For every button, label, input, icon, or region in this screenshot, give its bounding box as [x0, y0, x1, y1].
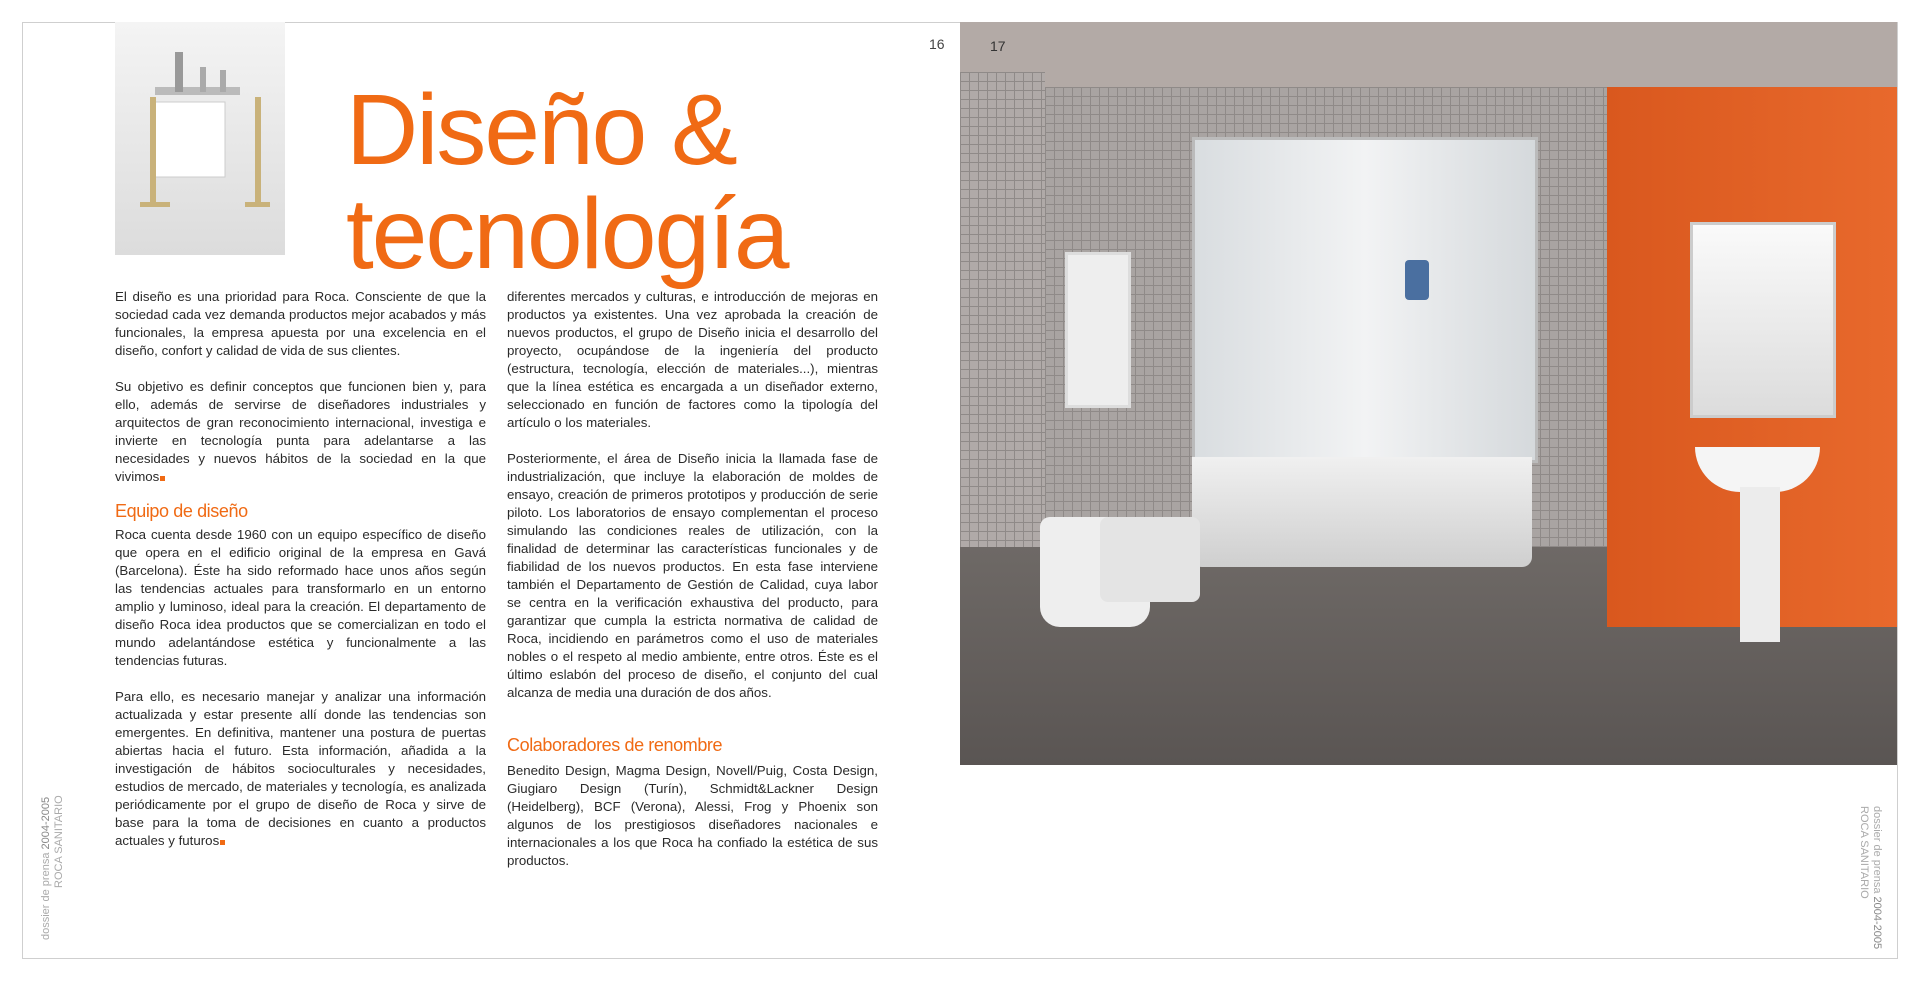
- bidet: [1100, 517, 1200, 602]
- footer-year: 2004-2005: [40, 796, 52, 850]
- right-column: [507, 288, 878, 870]
- bathtub: [1192, 457, 1532, 567]
- faucet-product-image: [115, 22, 285, 255]
- paragraph: Roca cuenta desde 1960 con un equipo específico de diseño que opera en el edificio original de la empresa en Gavá (Barcelona). Éste ha sido reformado hace unos años según las tendencias actuales para transformarlo en un entorno amplio y luminoso, ideal para la creación. El departamento de diseño Roca idea productos que se comercializan en todo el mundo adelantándose estética y funcionalmente a las tendencias futuras.: [115, 527, 486, 668]
- paragraph: diferentes mercados y culturas, e introducción de mejoras en productos ya existentes. Una vez aprobada la creación de nuevos productos, el grupo de Diseño inicia el desarrollo del proyecto, ocupándose de la ingeniería del producto (estructura, tecnología, elección de materiales...), mientras que la línea estética es encargada a un diseñador externo, seleccionado en función de factores como la tipología del artículo o los materiales.: [507, 289, 878, 430]
- footer-label: dossier de prensa: [1871, 806, 1883, 894]
- bathroom-photo: [960, 22, 1897, 765]
- section-heading: Equipo de diseño: [115, 501, 248, 521]
- footer-right: [1857, 806, 1883, 949]
- paragraph: Posteriormente, el área de Diseño inicia la llamada fase de industrialización, que incluye la elaboración de moldes de ensayo, creación de primeros prototipos y producción de serie piloto. Los laboratorios de ensayo complementan el proceso simulando las condiciones reales de utilización, con la finalidad de determinar las características funcionales y de fiabilidad de los nuevos productos. En esta fase interviene también el Departamento de Gestión de Calidad, cuya labor se centra en la verificación exhaustiva del producto, para garantizar que cumpla la estricta normativa de calidad de Roca, incidiendo en parámetros como el uso de materiales nobles o el respeto al medio ambiente, entre otros. Éste es el último eslabón del proceso de diseño, el conjunto del cual alcanza de media una duración de dos años.: [507, 451, 878, 700]
- end-mark: [160, 476, 165, 481]
- paragraph: El diseño es una prioridad para Roca. Consciente de que la sociedad cada vez demanda productos mejor acabados y más funcionales, la empresa apuesta por una excelencia en el diseño, confort y calidad de vida de sus clientes.: [115, 289, 486, 358]
- footer-label: dossier de prensa: [40, 852, 52, 940]
- paragraph-text: Para ello, es necesario manejar y analizar una información actualizada y estar presente allí donde las tendencias son emergentes. En definitiva, mantener una postura de puertas abiertas hacia el futuro. Esta información, añadida a la investigación de hábitos socioculturales y necesidades, estudios de mercado, de materiales y tecnología, es analizada periódicamente por el grupo de diseño de Roca y sirve de base para la toma de decisiones en cuanto a productos actuales y futuros: [115, 689, 486, 848]
- paragraph-text: Su objetivo es definir conceptos que funcionen bien y, para ello, además de servirse de diseñadores industriales y arquitectos de gran reconocimiento internacional, investiga e invierte en tecnología punta para adelantarse a las necesidades y nuevos hábitos de la sociedad en la que vivimos: [115, 379, 486, 484]
- footer-company: ROCA SANITARIO: [1858, 806, 1870, 899]
- basin-pedestal: [1740, 487, 1780, 642]
- paragraph: [115, 378, 486, 486]
- shower-cabin: [1192, 137, 1538, 463]
- footer-left: [40, 795, 66, 940]
- footer-year: 2004-2005: [1871, 896, 1883, 950]
- control-panel: [1405, 260, 1429, 300]
- page-number-left: 16: [929, 36, 945, 52]
- left-column: [115, 288, 486, 850]
- paragraph: [115, 688, 486, 850]
- mirror: [1690, 222, 1836, 418]
- title-line-1: Diseño &: [346, 74, 736, 186]
- page-title: [346, 74, 788, 290]
- towel-radiator: [1065, 252, 1131, 408]
- section-heading: Colaboradores de renombre: [507, 735, 723, 755]
- page-number-right: 17: [990, 38, 1006, 54]
- paragraph: Benedito Design, Magma Design, Novell/Puig, Costa Design, Giugiaro Design (Turín), Schmidt&Lackner Design (Heidelberg), BCF (Verona), Alessi, Frog y Phoenix son algunos de los prestigiosos diseñadores nacionales e internacionales a los que Roca ha confiado la estética de sus productos.: [507, 763, 878, 868]
- footer-company: ROCA SANITARIO: [53, 795, 65, 888]
- end-mark: [220, 840, 225, 845]
- title-line-2: tecnología: [346, 178, 788, 290]
